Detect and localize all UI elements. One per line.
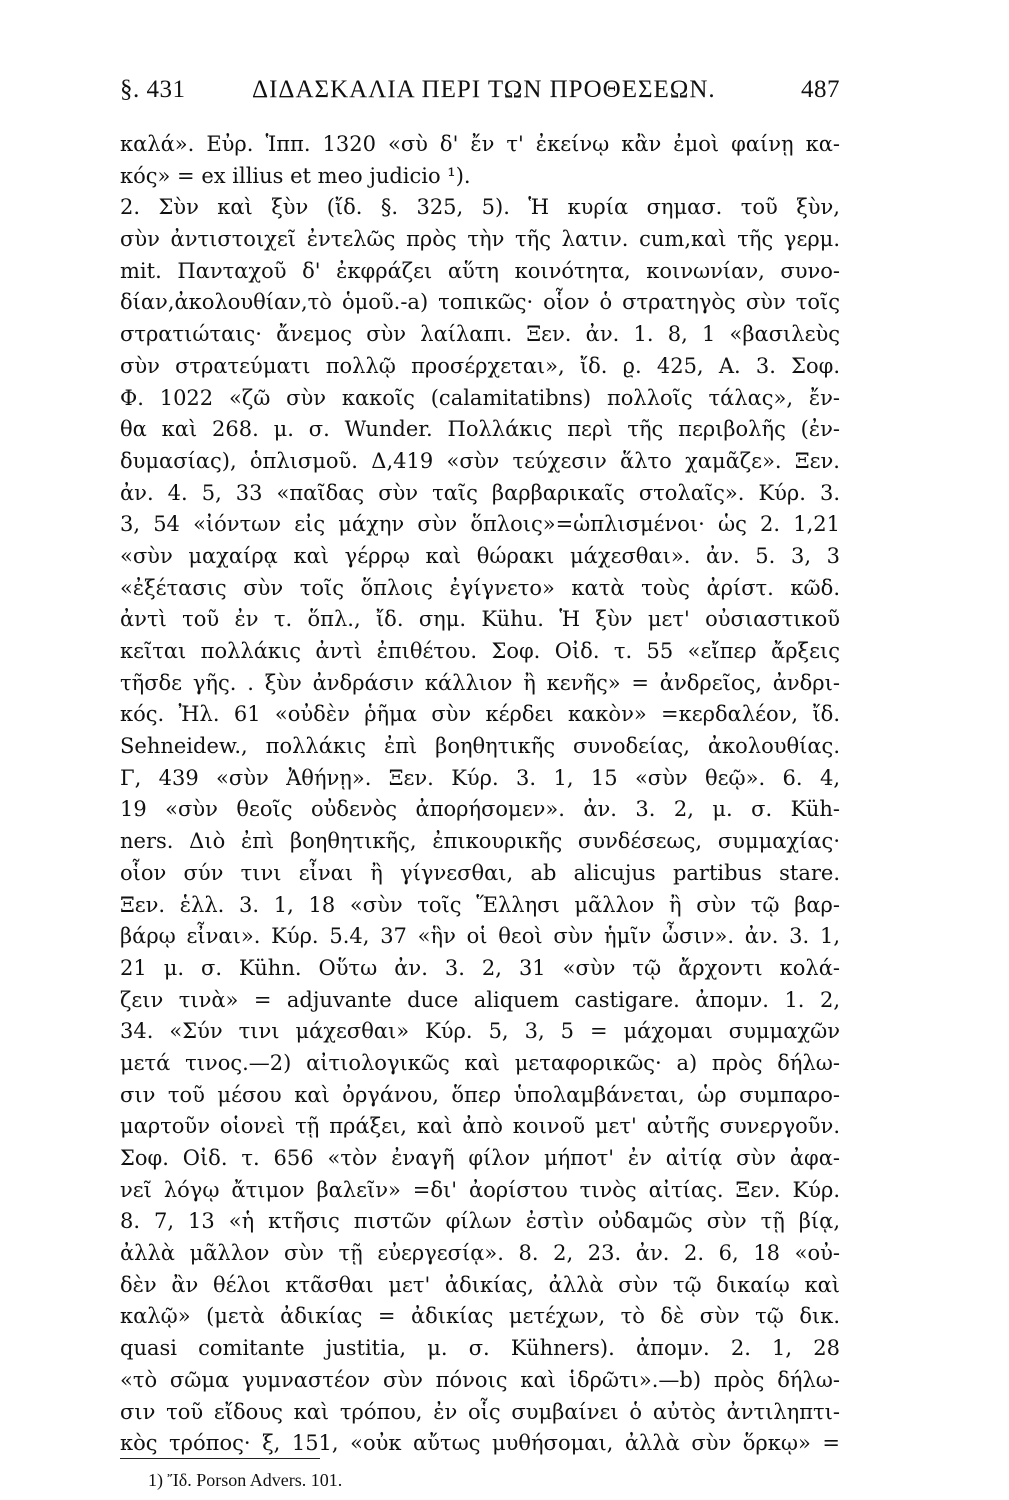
footnote-divider [120,1458,320,1459]
text-line: δυμασίας), ὁπλισμοῦ. Δ,419 «σὺν τεύχεσιν ἅλτο χαμᾶζε». Ξεν. [120,448,840,473]
text-line: δὲν ἂν θέλοι κτᾶσθαι μετ' ἀδικίας, ἀλλὰ σὺν τῷ δικαίῳ καὶ [120,1272,840,1297]
main-text [120,129,840,1460]
text-line: ἀλλὰ μᾶλλον σὺν τῇ εὐεργεσίᾳ». 8. 2, 23. ἀν. 2. 6, 18 «οὐ- [120,1241,840,1266]
footnote: 1) Ἴδ. Porson Advers. 101. [148,1470,343,1490]
text-line: Sehneidew., πολλάκις ἐπὶ βοηθητικῆς συνοδείας, ἀκολουθίας. [120,734,840,759]
text-line: σὺν ἀντιστοιχεῖ ἐντελῶς πρὸς τὴν τῆς λατιν. cum,καὶ τῆς γερμ. [120,227,840,252]
text-line: ζειν τινὰ» = adjuvante duce aliquem castigare. ἀπομν. 1. 2, [120,987,840,1012]
text-line: δίαν,ἀκολουθίαν,τὸ ὁμοῦ.-a) τοπικῶς· οἷον ὁ στρατηγὸς σὺν τοῖς [120,290,840,315]
text-line: σιν τοῦ εἴδους καὶ τρόπου, ἐν οἷς συμβαίνει ὁ αὐτὸς ἀντιληπτι- [120,1399,840,1424]
text-line: νεῖ λόγῳ ἄτιμον βαλεῖν» =δι' ἀορίστου τινὸς αἰτίας. Ξεν. Κύρ. [120,1177,840,1202]
text-line: κεῖται πολλάκις ἀντὶ ἐπιθέτου. Σοφ. Οἰδ. τ. 55 «εἴπερ ἄρξεις [120,639,840,663]
text-line: καλῷ» (μετὰ ἀδικίας = ἀδικίας μετέχων, τὸ δὲ σὺν τῷ δικ. [120,1304,840,1329]
text-line: quasi comitante justitia, μ. σ. Kühners). ἀπομν. 2. 1, 28 [120,1336,840,1361]
text-line: σὺν στρατεύματι πολλῷ προσέρχεται», ἴδ. ϱ. 425, Α. 3. Σοφ. [120,353,840,378]
text-line: οἷον σύν τινι εἶναι ἢ γίγνεσθαι, ab alicujus partibus stare. [120,860,840,885]
text-line: κὸς τρόπος· ξ, 151, «οὐκ αὔτως μυθήσομαι, ἀλλὰ σὺν ὅρκῳ» = [120,1431,840,1456]
text-line: 8. 7, 13 «ἡ κτῆσις πιστῶν φίλων ἐστὶν οὐδαμῶς σὺν τῇ βίᾳ, [120,1209,840,1234]
text-line: Γ, 439 «σὺν Ἀθήνῃ». Ξεν. Κύρ. 3. 1, 15 «σὺν θεῷ». 6. 4, [120,765,840,790]
text-line: «τὸ σῶμα γυμναστέον σὺν πόνοις καὶ ἱδρῶτι».—b) πρὸς δήλω- [120,1367,840,1392]
text-line: Ξεν. ἑλλ. 3. 1, 18 «σὺν τοῖς Ἕλλησι μᾶλλον ἢ σὺν τῷ βαρ- [120,892,840,917]
text-line: θα καὶ 268. μ. σ. Wunder. Πολλάκις περὶ τῆς περιβολῆς (ἐν- [120,417,840,442]
text-line: τῆσδε γῆς. . ξὺν ἀνδράσιν κάλλιον ἢ κενῆς» = ἀνδρεῖος, ἀνδρι- [120,670,840,695]
text-line: 19 «σὺν θεοῖς οὐδενὸς ἀπορήσομεν». ἀν. 3. 2, μ. σ. Küh- [120,797,840,822]
text-line: «σὺν μαχαίρᾳ καὶ γέρρῳ καὶ θώρακι μάχεσθαι». ἀν. 5. 3, 3 [120,543,840,568]
text-line: κός» = ex illius et meo judicio ¹). [120,163,471,188]
text-line: Φ. 1022 «ζῶ σὺν κακοῖς (calamitatibns) πολλοῖς τάλας», ἔν- [120,385,840,410]
text-line: ners. Διὸ ἐπὶ βοηθητικῆς, ἐπικουρικῆς συνδέσεως, συμμαχίας· [120,829,840,854]
text-line: 2. Σὺν καὶ ξὺν (ἴδ. §. 325, 5). Ἡ κυρία σημασ. τοῦ ξὺν, [120,195,840,220]
text-line: mit. Πανταχοῦ δ' ἐκφράζει αὕτη κοινότητα, κοινωνίαν, συνο- [120,258,840,283]
text-line: «ἐξέτασις σὺν τοῖς ὅπλοις ἐγίγνετο» κατὰ τοὺς ἀρίστ. κῶδ. [120,575,840,600]
text-line: σιν τοῦ μέσου καὶ ὀργάνου, ὅπερ ὑπολαμβάνεται, ὡρ συμπαρο- [120,1082,840,1107]
text-line: ἀντὶ τοῦ ἐν τ. ὅπλ., ἴδ. σημ. Kühu. Ἡ ξὺν μετ' οὐσιαστικοῦ [120,607,840,632]
text-line: 34. «Σύν τινι μάχεσθαι» Κύρ. 5, 3, 5 = μάχομαι συμμαχῶν [120,1019,840,1044]
text-line: βάρῳ εἶναι». Κύρ. 5.4, 37 «ἣν οἱ θεοὶ σὺν ἡμῖν ὦσιν». ἀν. 3. 1, [120,924,840,949]
text-line: κός. Ἠλ. 61 «οὐδὲν ῥῆμα σὺν κέρδει κακὸν» =κερδαλέον, ἴδ. [120,702,840,727]
page-number: 487 [801,76,840,103]
text-line: καλά». Εὐρ. Ἱππ. 1320 «σὺ δ' ἔν τ' ἐκείνῳ κἂν ἐμοὶ φαίνῃ κα- [120,132,840,156]
text-line: Σοφ. Οἰδ. τ. 656 «τὸν ἐναγῆ φίλον μήποτ' ἐν αἰτίᾳ σὺν ἀφα- [120,1146,840,1170]
text-line: ἀν. 4. 5, 33 «παῖδας σὺν ταῖς βαρβαρικαῖς στολαῖς». Κύρ. 3. [120,480,840,505]
text-line: 21 μ. σ. Kühn. Οὕτω ἀν. 3. 2, 31 «σὺν τῷ ἄρχοντι κολά- [120,955,840,980]
running-header [120,76,840,116]
section-number: §. 431 [120,76,186,103]
text-line: μετά τινος.—2) αἰτιολογικῶς καὶ μεταφορικῶς· a) πρὸς δήλω- [120,1050,840,1075]
text-line: στρατιώταις· ἄνεμος σὺν λαίλαπι. Ξεν. ἀν. 1. 8, 1 «βασιλεὺς [120,322,840,347]
text-line: 3, 54 «ἰόντων εἰς μάχην σὺν ὅπλοις»=ὡπλισμένοι· ὡς 2. 1,21 [120,512,840,537]
text-line: μαρτοῦν οἱονεὶ τῇ πράξει, καὶ ἀπὸ κοινοῦ μετ' αὐτῆς συνεργοῦν. [120,1114,840,1139]
page-title: ΔΙΔΑΣΚΑΛΙΑ ΠΕΡΙ ΤΩΝ ΠΡΟΘΕΣΕΩΝ. [252,76,716,103]
